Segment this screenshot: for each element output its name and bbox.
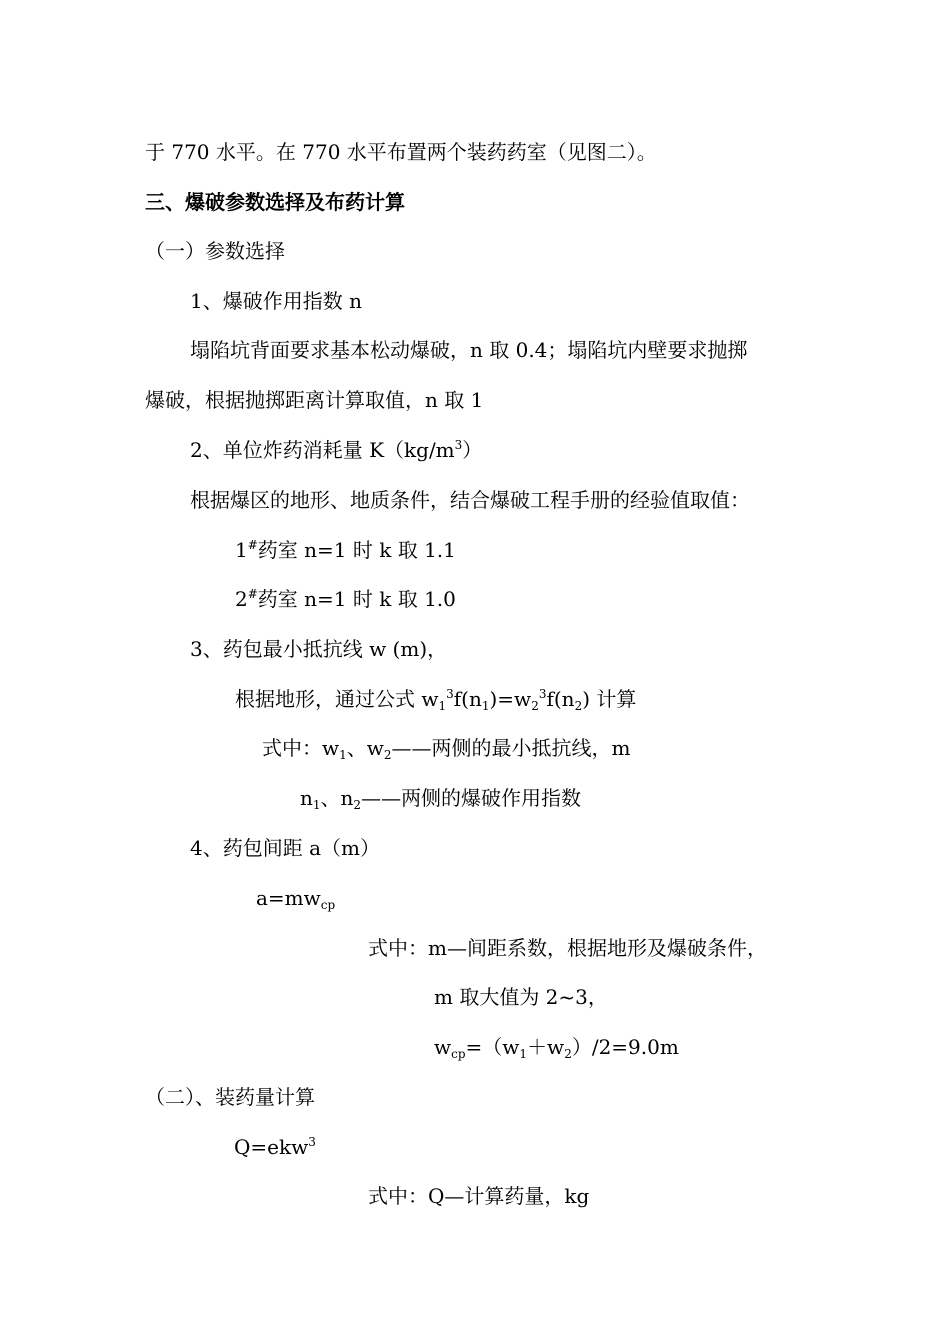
- formula-spacing: $a=mw_{cp}$: [256, 886, 336, 912]
- chamber-2-value: 2#药室 n=1 时 k 取 1.0: [235, 587, 456, 611]
- formula-resistance-line: 根据地形，通过公式 $w_1^3f(n_1)=w_2^3f(n_2)$ 计算: [235, 687, 637, 713]
- definition-q: 式中：Q—计算药量，kg: [368, 1184, 590, 1208]
- formula-charge: Q=ekw$^3$: [234, 1135, 316, 1159]
- paragraph-explosive-consumption: 根据爆区的地形、地质条件，结合爆破工程手册的经验值取值：: [190, 488, 750, 512]
- definition-w1-w2: 式中：$w_1$、$w_2——$两侧的最小抵抗线，m: [262, 736, 631, 762]
- subsection-heading-1: （一）参数选择: [145, 239, 285, 263]
- item-heading-2: 2、单位炸药消耗量 $K(kg/m^3)$: [190, 438, 483, 462]
- definition-wcp: $w_{cp}=(w_1+w_2)/2=9.0m$: [434, 1035, 679, 1061]
- definition-m-line2: m 取大值为 2~3，: [434, 985, 608, 1009]
- chamber-1-value: 1#药室 n=1 时 k 取 1.1: [235, 538, 456, 562]
- paragraph-blast-index-line2: 爆破，根据抛掷距离计算取值，n 取 1: [145, 388, 484, 412]
- paragraph-blast-index-line1: 塌陷坑背面要求基本松动爆破，n 取 0.4；塌陷坑内壁要求抛掷: [190, 338, 748, 362]
- definition-n1-n2: $n_1$、$n_2——$两侧的爆破作用指数: [300, 786, 582, 812]
- section-heading-3: 三、爆破参数选择及布药计算: [145, 190, 405, 214]
- paragraph-intro: 于 770 水平。在 770 水平布置两个装药药室（见图二）。: [145, 140, 657, 164]
- item-heading-1: 1、爆破作用指数 n: [190, 289, 362, 313]
- subsection-heading-2: （二）、装药量计算: [145, 1085, 315, 1109]
- item-heading-3: 3、药包最小抵抗线 w (m)，: [190, 637, 448, 661]
- definition-m-line1: 式中：m—间距系数，根据地形及爆破条件，: [368, 936, 767, 960]
- item-heading-4: 4、药包间距 a（m）: [190, 836, 380, 860]
